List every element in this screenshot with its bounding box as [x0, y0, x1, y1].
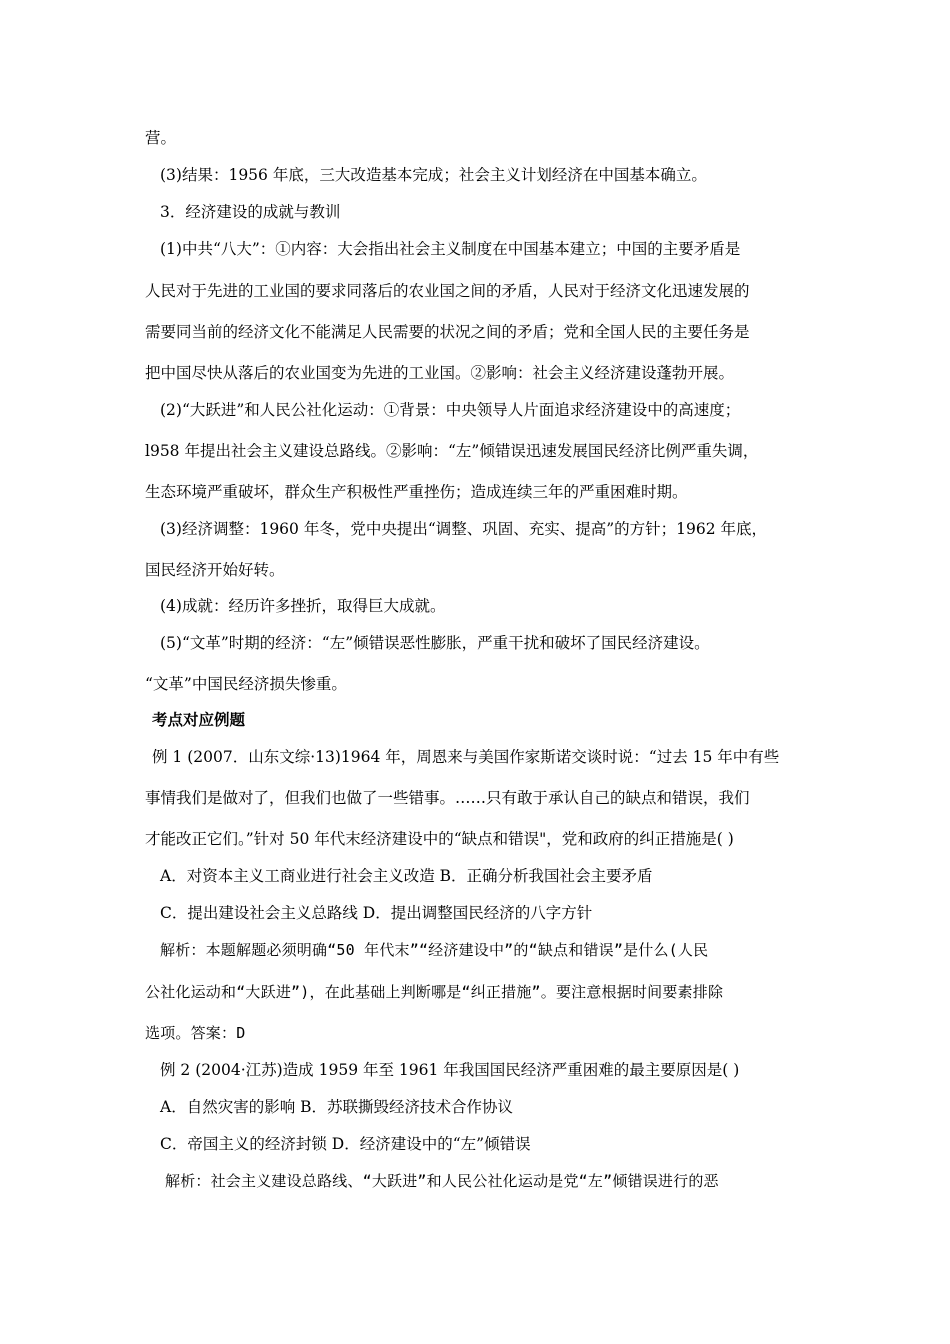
answer-option: C．提出建设社会主义总路线 D．提出调整国民经济的八字方针 — [160, 904, 593, 922]
text-line: (4)成就：经历许多挫折，取得巨大成就。 — [160, 597, 446, 615]
answer-option: A．自然灾害的影响 B．苏联撕毁经济技术合作协议 — [160, 1098, 514, 1116]
text-line: 国民经济开始好转。 — [145, 561, 285, 579]
example-question: 例 2 (2004·江苏)造成 1959 年至 1961 年我国国民经济严重困难的最主要原因是( ) — [160, 1061, 740, 1079]
text-line: (5)“文革”时期的经济：“左”倾错误恶性膨胀，严重干扰和破坏了国民经济建设。 — [160, 634, 710, 652]
text-line: l958 年提出社会主义建设总路线。②影响：“左”倾错误迅速发展国民经济比例严重失调， — [145, 442, 759, 460]
text-line: (1)中共“八大”：①内容：大会指出社会主义制度在中国基本建立；中国的主要矛盾是 — [160, 240, 741, 258]
text-line: 营。 — [145, 129, 177, 147]
examples-heading: 考点对应例题 — [152, 710, 246, 729]
text-line: 把中国尽快从落后的农业国变为先进的工业国。②影响：社会主义经济建设蓬勃开展。 — [145, 364, 735, 382]
text-line: (2)“大跃进”和人民公社化运动：①背景：中央领导人片面追求经济建设中的高速度； — [160, 401, 741, 419]
analysis-text: 解析：社会主义建设总路线、“大跃进”和人民公社化运动是党“左”倾错误进行的恶 — [165, 1172, 719, 1190]
text-line: 需要同当前的经济文化不能满足人民需要的状况之间的矛盾；党和全国人民的主要任务是 — [145, 323, 750, 341]
text-line: (3)经济调整：1960 年冬，党中央提出“调整、巩固、充实、提高”的方针；1962 年底， — [160, 520, 768, 538]
section-heading: 3．经济建设的成就与教训 — [160, 203, 341, 221]
example-question: 例 1 (2007．山东文综·13)1964 年，周恩来与美国作家斯诺交谈时说：“过去 15 年中有些 — [152, 748, 780, 766]
analysis-text: 解析：本题解题必须明确“50 年代末”“经济建设中”的“缺点和错误”是什么(人民 — [160, 941, 709, 959]
analysis-text: 选项。答案：D — [145, 1024, 246, 1042]
text-line: (3)结果：1956 年底，三大改造基本完成；社会主义计划经济在中国基本确立。 — [160, 166, 707, 184]
text-line: 人民对于先进的工业国的要求同落后的农业国之间的矛盾，人民对于经济文化迅速发展的 — [145, 282, 750, 300]
analysis-text: 公社化运动和“大跃进”)，在此基础上判断哪是“纠正措施”。要注意根据时间要素排除 — [145, 983, 724, 1001]
answer-option: C．帝国主义的经济封锁 D．经济建设中的“左”倾错误 — [160, 1135, 531, 1153]
text-line: 事情我们是做对了，但我们也做了一些错事。……只有敢于承认自己的缺点和错误，我们 — [145, 789, 750, 807]
text-line: 才能改正它们。”针对 50 年代末经济建设中的“缺点和错误"，党和政府的纠正措施是( ) — [145, 830, 734, 848]
answer-option: A．对资本主义工商业进行社会主义改造 B．正确分析我国社会主要矛盾 — [160, 867, 653, 885]
text-line: “文革”中国民经济损失惨重。 — [145, 675, 347, 693]
text-line: 生态环境严重破坏，群众生产积极性严重挫伤；造成连续三年的严重困难时期。 — [145, 483, 688, 501]
